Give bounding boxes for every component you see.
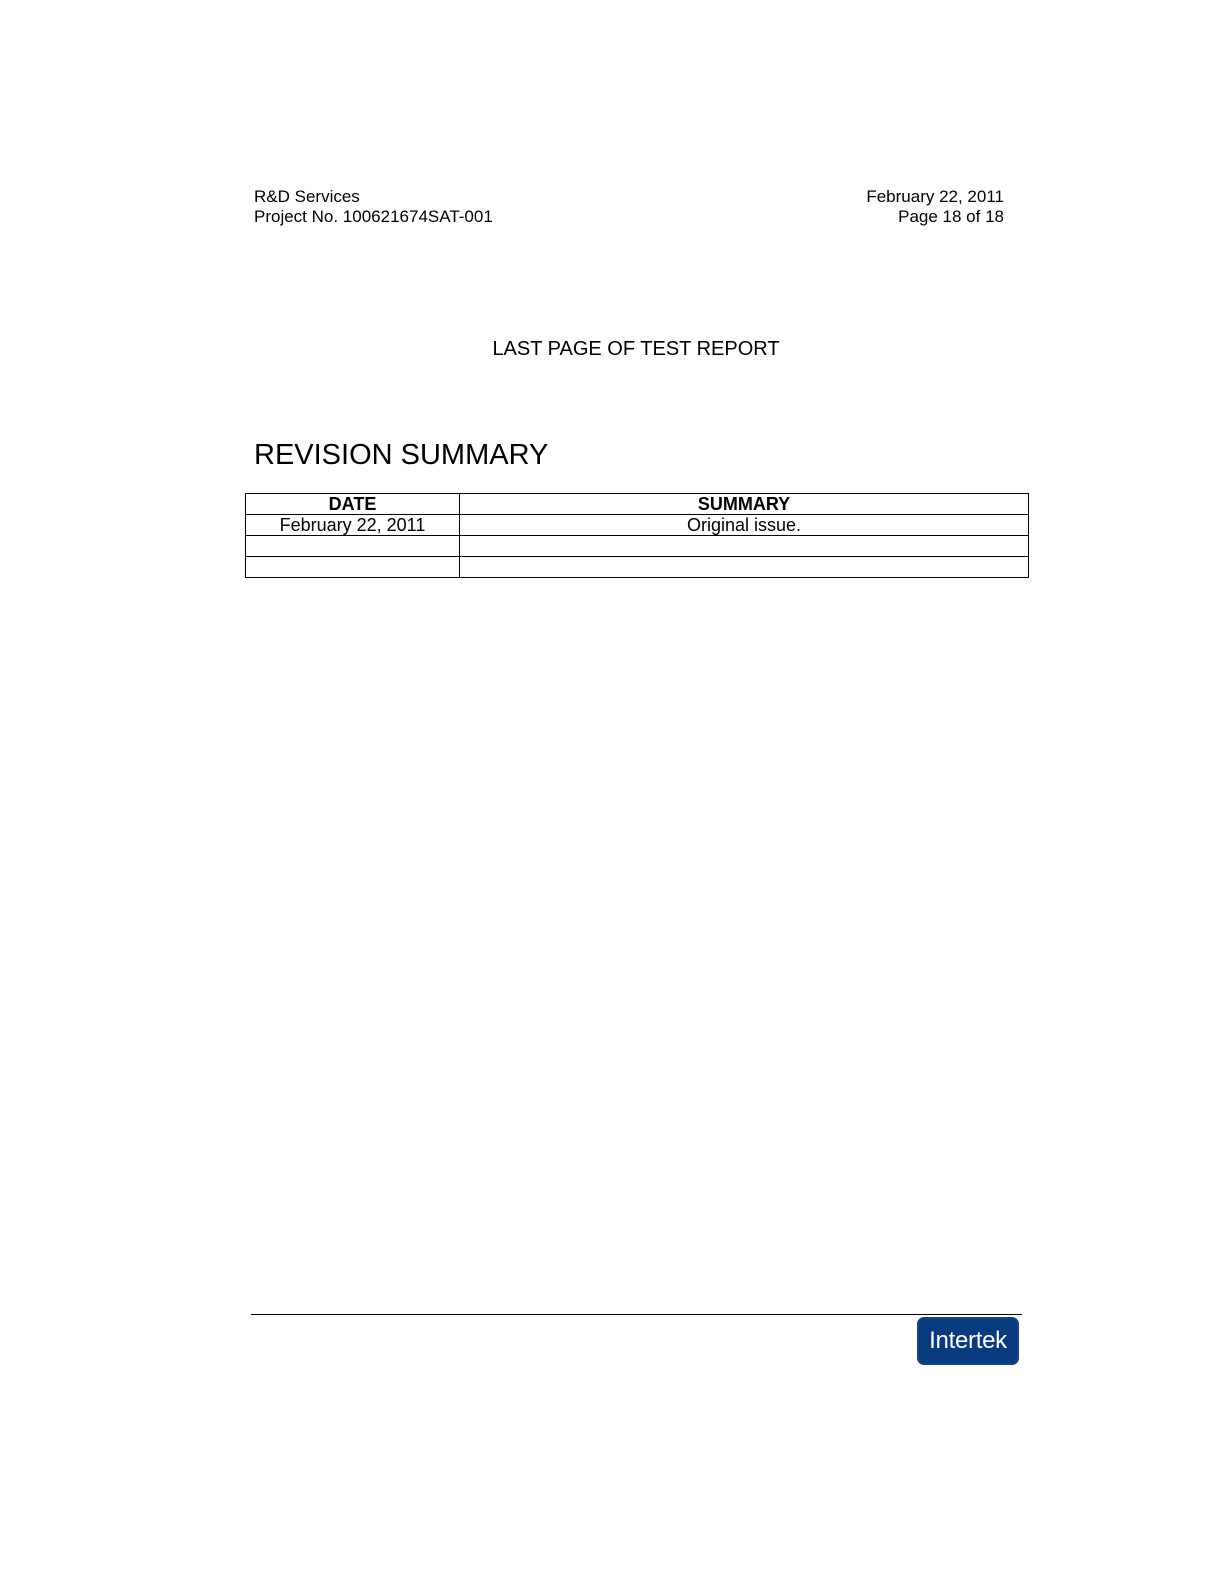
report-date: February 22, 2011	[866, 187, 1004, 206]
intertek-logo	[917, 1317, 1019, 1365]
revision-date-cell	[246, 536, 460, 557]
revision-date-cell	[246, 557, 460, 578]
header-left	[254, 187, 493, 227]
date-column-header: DATE	[246, 494, 460, 515]
table-row	[246, 557, 1029, 578]
revision-summary-cell	[460, 557, 1029, 578]
summary-column-header: SUMMARY	[460, 494, 1029, 515]
revision-table	[245, 493, 1029, 578]
project-number: Project No. 100621674SAT-001	[254, 207, 493, 226]
logo-text: Intertek	[929, 1327, 1007, 1354]
table-row	[246, 536, 1029, 557]
revision-date-cell: February 22, 2011	[246, 515, 460, 536]
table-row	[246, 515, 1029, 536]
revision-summary-heading: REVISION SUMMARY	[254, 439, 549, 471]
report-title: LAST PAGE OF TEST REPORT	[492, 338, 780, 360]
revision-summary-cell: Original issue.	[460, 515, 1029, 536]
table-header-row	[246, 494, 1029, 515]
page-number: Page 18 of 18	[898, 207, 1004, 226]
revision-summary-cell	[460, 536, 1029, 557]
footer-divider	[251, 1314, 1022, 1315]
department-name: R&D Services	[254, 187, 360, 206]
header-right	[760, 187, 1004, 227]
